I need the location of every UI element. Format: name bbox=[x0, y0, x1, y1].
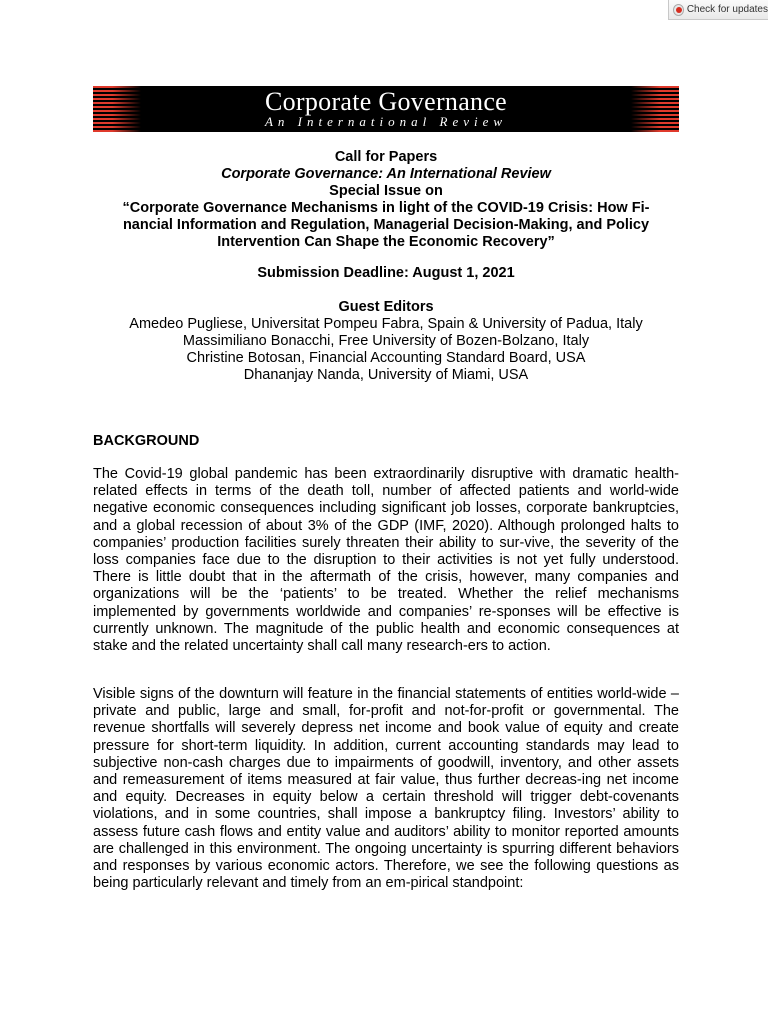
guest-editors bbox=[93, 299, 679, 384]
call-for-papers: Call for Papers bbox=[334, 149, 438, 165]
background-paragraph-2: Visible signs of the downturn will feature in the financial statements of entities world-wide – private and public, large and small, for-profit and not-for-profit or governmental. The revenue shortfalls will severely depress net income and book value of equity and create pressure for short-term liquidity. In addition, current accounting standards may lead to subjective non-cash charges due to impairments of goodwill, inventory, and other assets and remeasurement of items measured at fair value, thus further decreas-ing net income and equity. Decreases in equity below a certain threshold will trigger debt-covenants violations, and in some countries, shall impose a bankruptcy filing. Investors’ ability to assess future cash flows and entity value and auditors’ ability to monitor reported amounts are challenged in this environment. The ongoing uncertainty is spurring different behaviors and responses by various economic actors. Therefore, we see the following questions as being particularly relevant and timely from an em-pirical standpoint: bbox=[93, 686, 679, 892]
banner-title: Corporate Governance bbox=[264, 87, 508, 116]
banner-subtitle: An International Review bbox=[264, 114, 508, 129]
editor-line: Dhananjay Nanda, University of Miami, USA bbox=[243, 367, 529, 383]
editor-line: Massimiliano Bonacchi, Free University of Bozen-Bolzano, Italy bbox=[182, 333, 590, 349]
special-issue-label: Special Issue on bbox=[329, 183, 443, 199]
editor-line: Christine Botosan, Financial Accounting Standard Board, USA bbox=[186, 350, 586, 366]
background-paragraph-1: The Covid-19 global pandemic has been extraordinarily disruptive with dramatic health-related effects in terms of the death toll, number of affected patients and world-wide negative economic consequences including significant job losses, corporate bankruptcies, and a global recession of about 3% of the GDP (IMF, 2020). Although prolonged halts to companies’ production facilities surely threaten their ability to sur-vive, the severity of the loss companies face due to the disruption to their activities is not yet fully understood. There is little doubt that in the aftermath of the crisis, however, many companies and organizations will be the ‘patients’ to be treated. Whether the relief mechanisms implemented by governments worldwide and companies’ re-sponses will be effective is currently unknown. The magnitude of the public health and economic consequences at stake and the related uncertainty shall call many research-ers to action. bbox=[93, 466, 679, 655]
guest-editors-heading: Guest Editors bbox=[338, 299, 434, 315]
check-for-updates-badge[interactable] bbox=[668, 0, 768, 20]
special-issue-title-line-1: “Corporate Governance Mechanisms in light of the COVID-19 Crisis: How Fi- bbox=[122, 200, 650, 216]
call-header bbox=[93, 149, 679, 251]
special-issue-title-line-3: Intervention Can Shape the Economic Recovery” bbox=[217, 234, 555, 250]
background-heading: BACKGROUND bbox=[93, 433, 200, 449]
editor-line: Amedeo Pugliese, Universitat Pompeu Fabra, Spain & University of Padua, Italy bbox=[129, 316, 643, 332]
check-for-updates-label: Check for updates bbox=[686, 4, 768, 15]
journal-banner bbox=[93, 86, 679, 132]
special-issue-title-line-2: nancial Information and Regulation, Managerial Decision-Making, and Policy bbox=[122, 217, 650, 233]
crossmark-icon bbox=[673, 4, 684, 16]
journal-name: Corporate Governance: An International Review bbox=[221, 166, 551, 182]
submission-deadline: Submission Deadline: August 1, 2021 bbox=[257, 265, 515, 281]
